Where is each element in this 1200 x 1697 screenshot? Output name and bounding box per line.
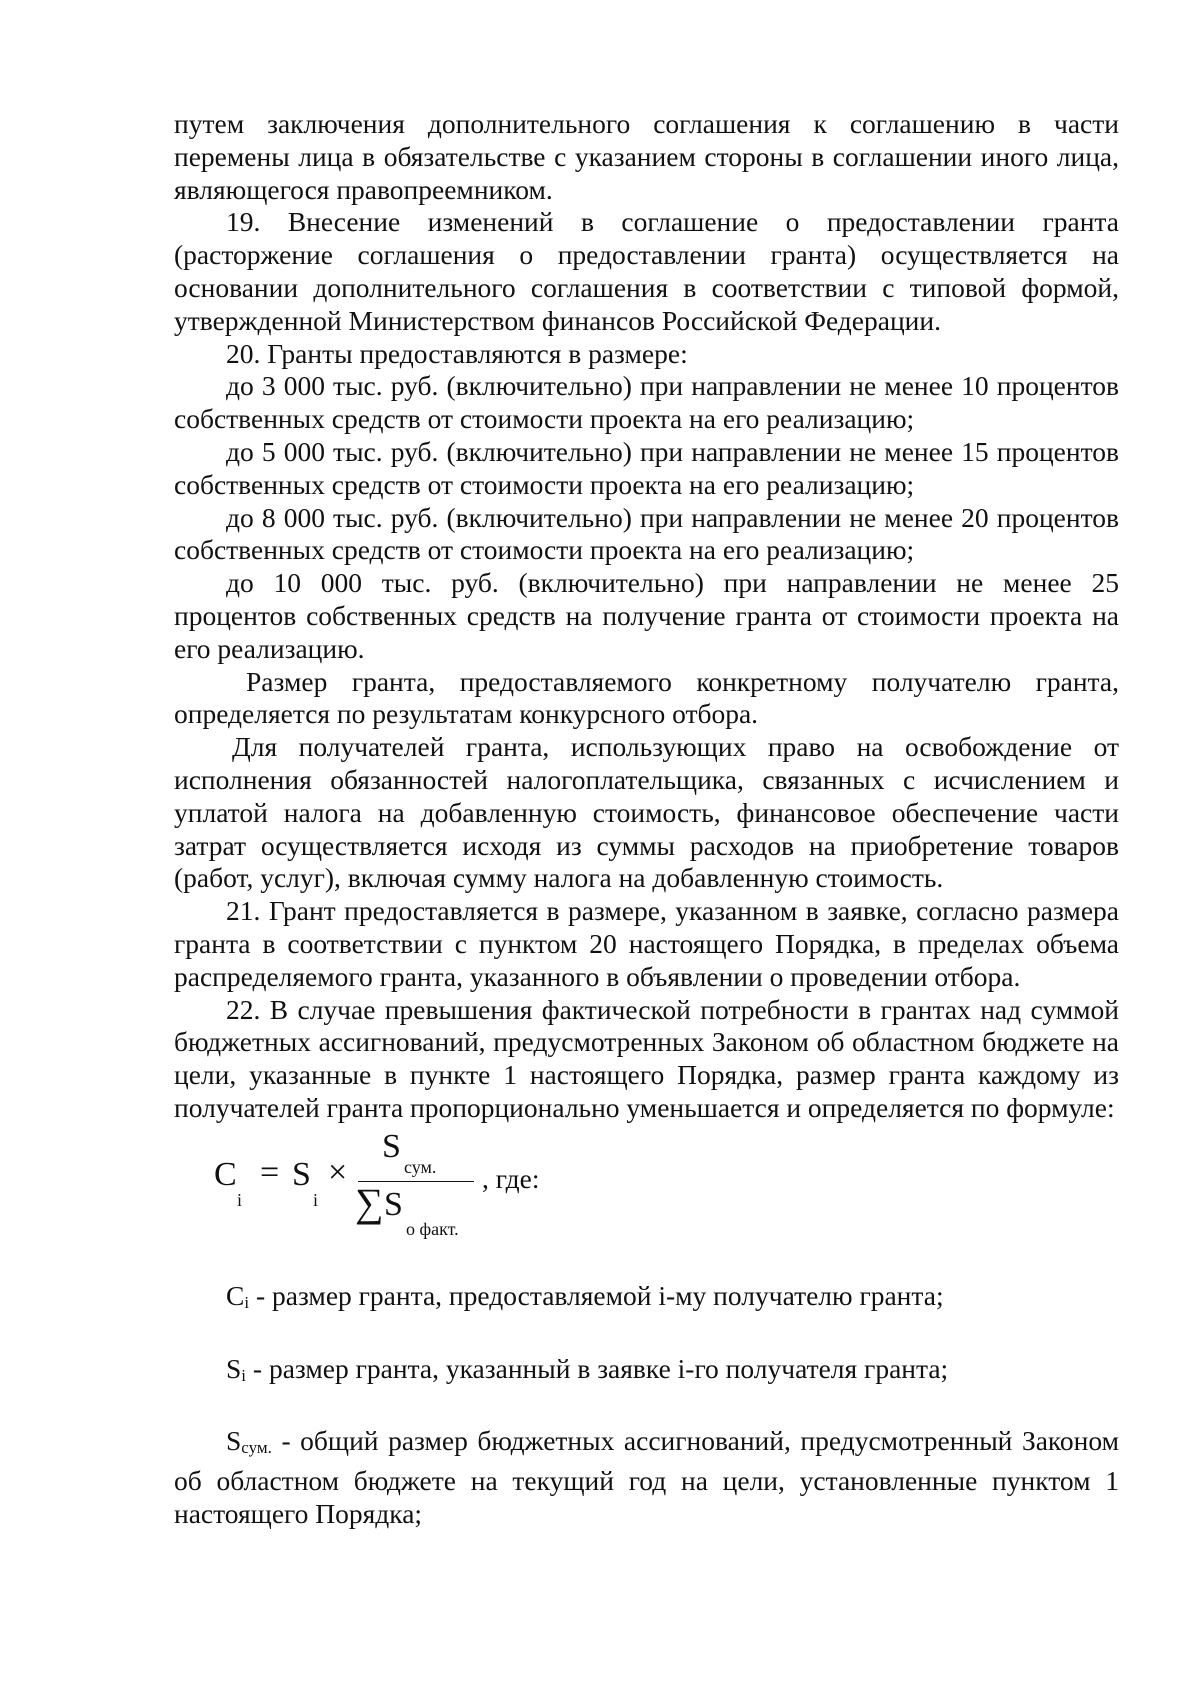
paragraph-grant-size: Размер гранта, предоставляемого конкретному получателю гранта, определяется по результатам конкурсного отбора. — [174, 665, 1119, 730]
legend-si-text: - размер гранта, указанный в заявке i-го получателя гранта; — [246, 1352, 949, 1384]
paragraph-vat: Для получателей гранта, использующих право на освобождение от исполнения обязанностей налогоплательщика, связанных с исчислением и уплатой налога на добавленную стоимость, финансовое обеспечение части затрат осуществляется исходя из суммы расходов на приобретение товаров (работ, услуг), включая сумму налога на добавленную стоимость. — [174, 731, 1119, 894]
legend-ssum — [174, 1425, 1119, 1530]
paragraph-20: 20. Гранты предоставляются в размере: — [226, 337, 688, 369]
formula-s-sub: i — [313, 1189, 319, 1210]
formula-times: × — [328, 1153, 348, 1191]
paragraph-22: 22. В случае превышения фактической потребности в грантах над суммой бюджетных ассигнований, предусмотренных Законом об областном бюджете на цели, указанные в пункте 1 настоящего Порядка, размер гранта каждому из получателей гранта пропорционально уменьшается и определяется по формуле: — [174, 993, 1119, 1123]
paragraph-21: 21. Грант предоставляется в размере, указанном в заявке, согласно размера гранта в соответствии с пунктом 20 настоящего Порядка, в пределах объема распределяемого гранта, указанного в объявлении о проведении отбора. — [174, 895, 1119, 992]
grant-tier-10000: до 10 000 тыс. руб. (включительно) при направлении не менее 25 процентов собственных средств на получение гранта от стоимости проекта на его реализацию. — [174, 567, 1119, 664]
legend-ci — [174, 1280, 1119, 1320]
formula-eq: = — [260, 1153, 280, 1191]
formula-lhs-sub: i — [237, 1189, 243, 1210]
formula-den: S — [384, 1185, 403, 1223]
legend-si — [174, 1353, 1119, 1393]
formula-lhs: C — [214, 1155, 237, 1193]
formula-s: S — [292, 1155, 311, 1193]
legend-ssum-text: - общий размер бюджетных ассигнований, предусмотренный Законом об областном бюджете на текущий год на цели, установленные пунктом 1 настоящего Порядка; — [174, 1425, 1119, 1529]
grant-tier-3000: до 3 000 тыс. руб. (включительно) при направлении не менее 10 процентов собственных средств от стоимости проекта на его реализацию; — [174, 370, 1119, 435]
legend-ci-symbol: C — [226, 1279, 245, 1311]
formula-sum: ∑ — [355, 1179, 384, 1225]
paragraph-19: 19. Внесение изменений в соглашение о предоставлении гранта (расторжение соглашения о предоставлении гранта) осуществляется на основании дополнительного соглашения в соответствии с типовой формой, утвержденной Министерством финансов Российской Федерации. — [174, 206, 1119, 336]
formula-den-sub: о факт. — [406, 1218, 459, 1239]
formula-suffix: , где: — [482, 1162, 540, 1194]
legend-si-symbol: S — [226, 1352, 242, 1384]
legend-ci-sub: i — [244, 1292, 250, 1312]
grant-tier-5000: до 5 000 тыс. руб. (включительно) при направлении не менее 15 процентов собственных средств от стоимости проекта на его реализацию; — [174, 435, 1119, 500]
grant-tier-8000: до 8 000 тыс. руб. (включительно) при направлении не менее 20 процентов собственных средств от стоимости проекта на его реализацию; — [174, 501, 1119, 566]
formula-num: S — [382, 1127, 401, 1165]
paragraph-continuation: путем заключения дополнительного соглашения к соглашению в части перемены лица в обязательстве с указанием стороны в соглашении иного лица, являющегося правопреемником. — [174, 108, 1119, 205]
document-body — [174, 108, 1119, 1531]
legend-ssum-symbol: S — [226, 1425, 242, 1457]
legend-si-sub: i — [241, 1365, 247, 1385]
legend-ci-text: - размер гранта, предоставляемой i-му получателю гранта; — [249, 1279, 944, 1311]
grant-formula — [174, 1129, 1119, 1247]
legend-ssum-sub: сум. — [241, 1438, 272, 1458]
formula-num-sub: сум. — [404, 1156, 437, 1177]
